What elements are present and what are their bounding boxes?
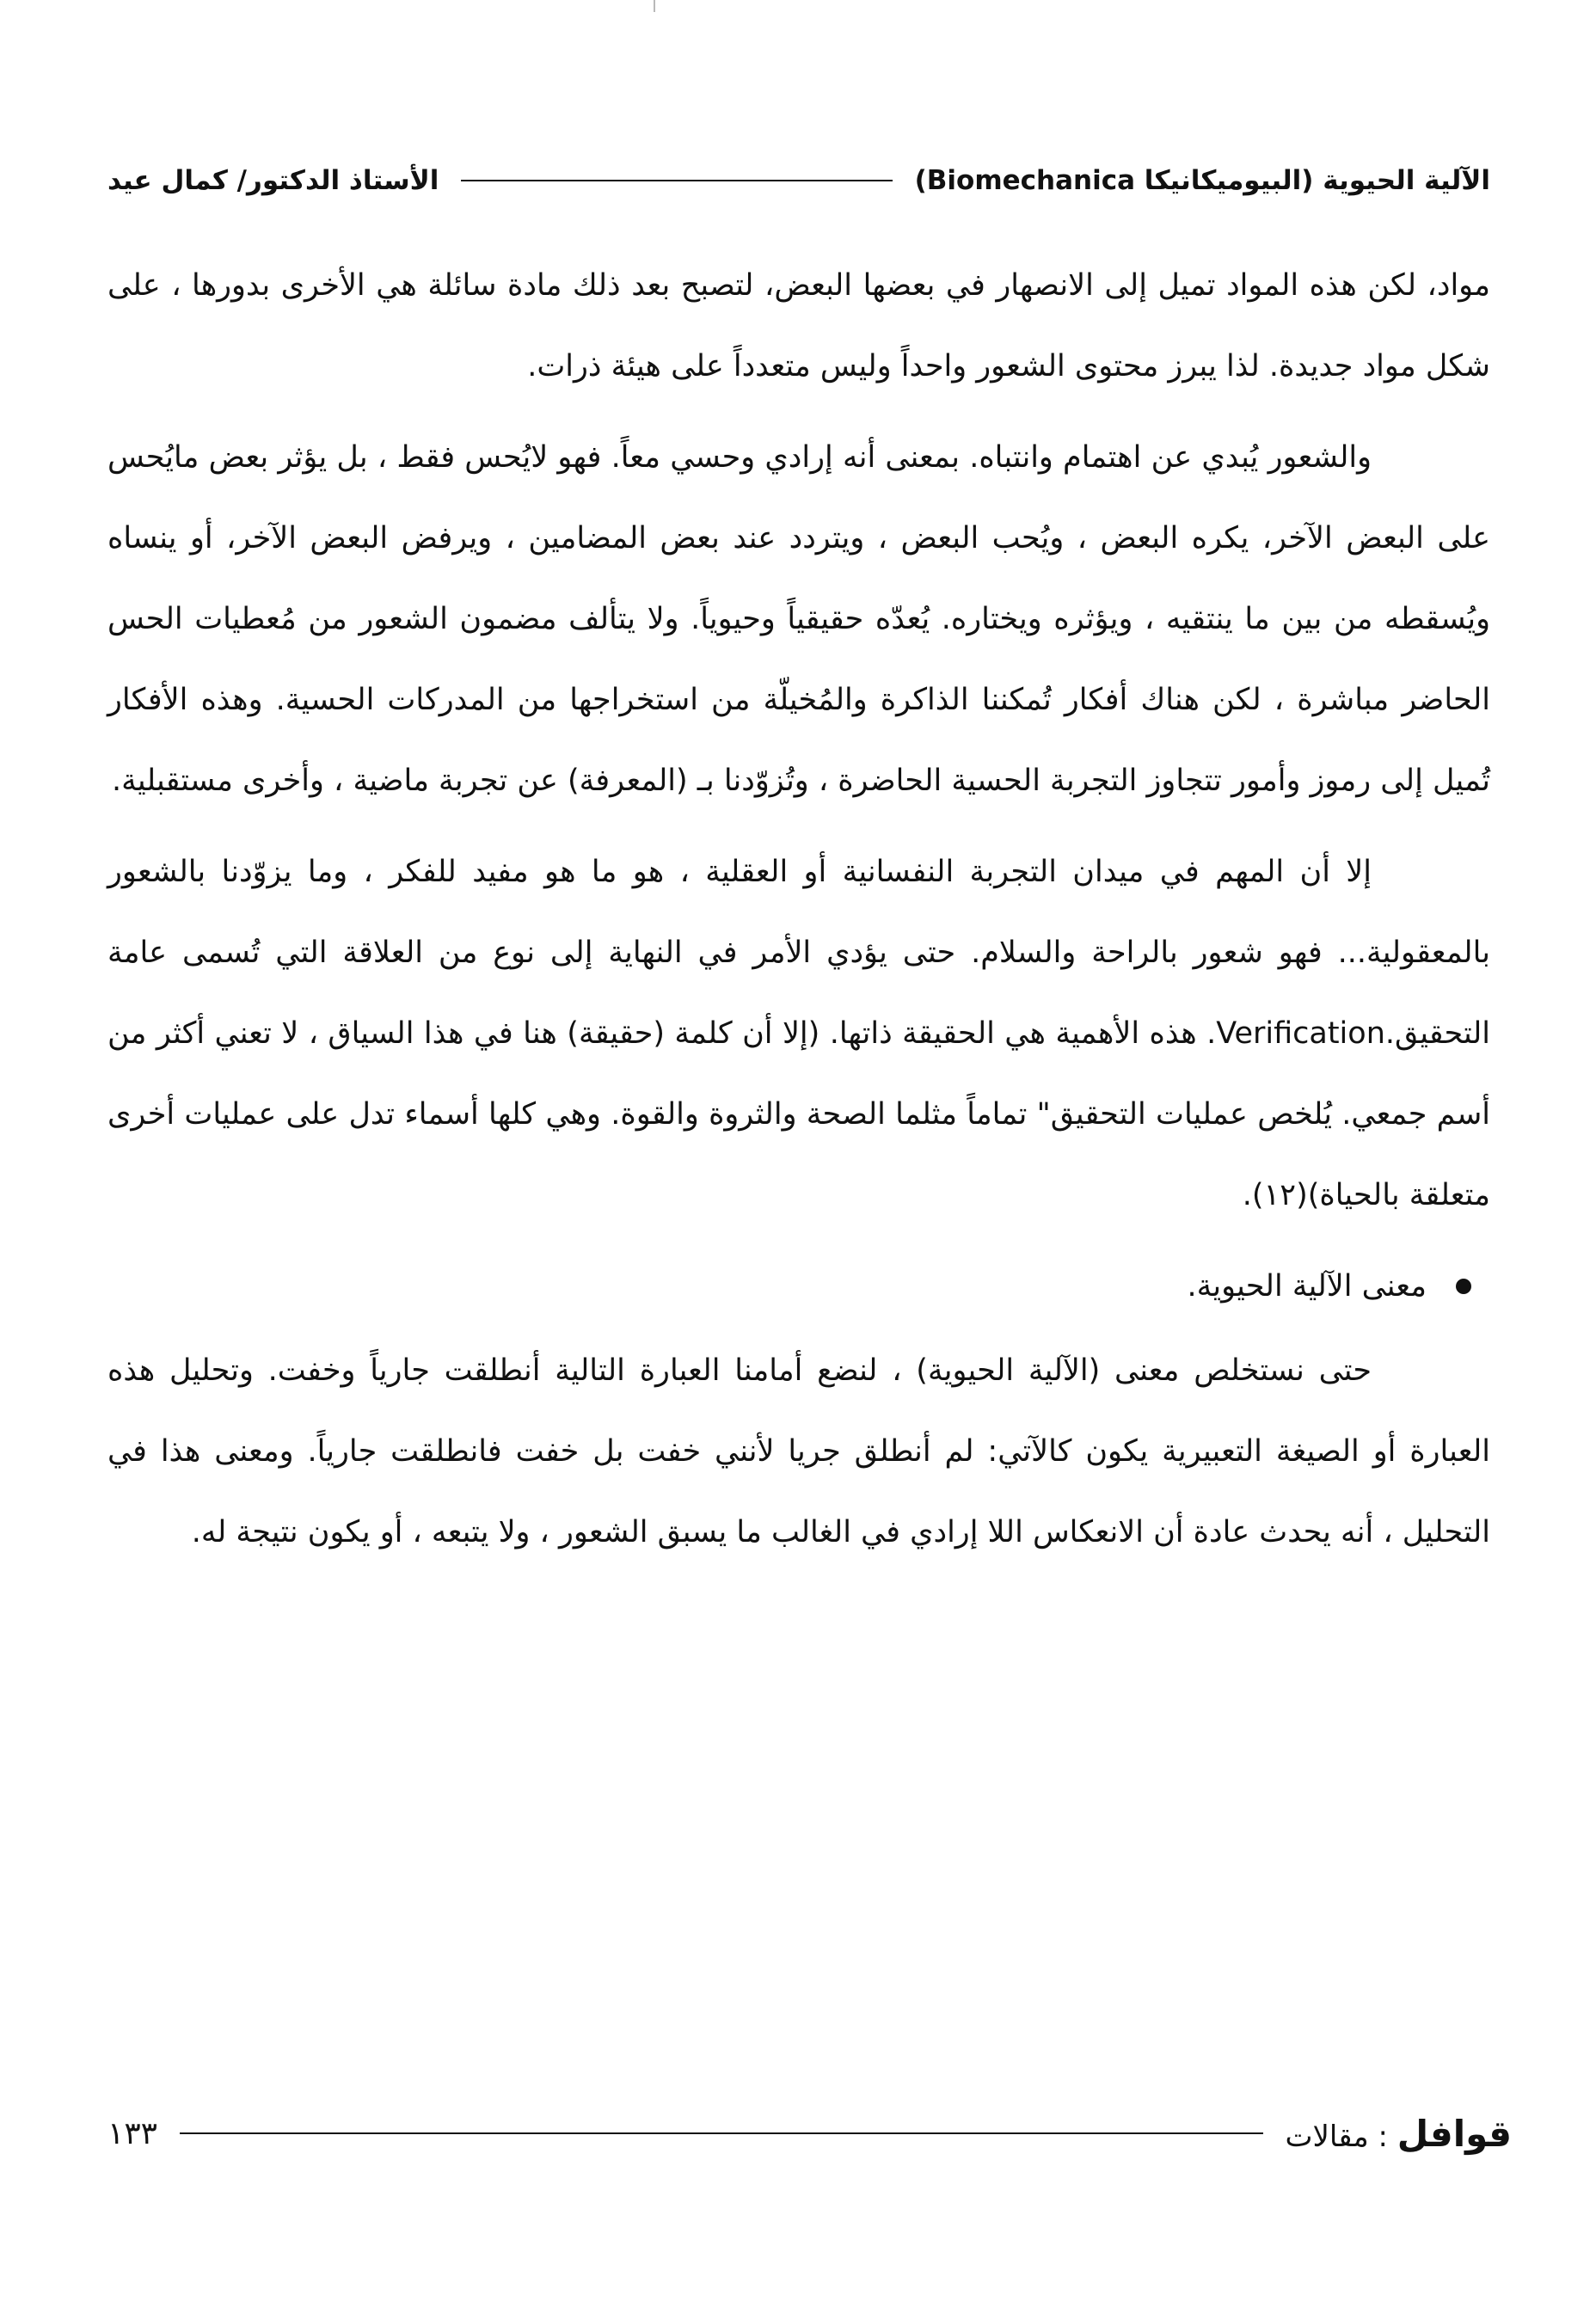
header-rule — [461, 180, 892, 181]
header-author: الأستاذ الدكتور/ كمال عيد — [107, 165, 439, 196]
paragraph-1: مواد، لكن هذه المواد تميل إلى الانصهار في بعضها البعض، لتصبح بعد ذلك مادة سائلة هي الأخرى بدورها ، على شكل مواد جديدة. لذا يبرز محتوى الشعور واحداً وليس متعدداً على هيئة ذرات. — [107, 268, 1490, 384]
bullet-text: معنى الآلية الحيوية. — [1187, 1269, 1427, 1304]
footer-journal — [1286, 2113, 1512, 2155]
paragraph-4: حتى نستخلص معنى (الآلية الحيوية) ، لنضع أمامنا العبارة التالية أنطلقت جارياً وخفت. وتحليل هذه العبارة أو الصيغة التعبيرية يكون كالآتي: لم أنطلق جريا لأنني خفت بل خفت فانطلقت جارياً. ومعنى هذا في التحليل ، أنه يحدث عادة أن الانعكاس اللا إرادي في الغالب ما يسبق الشعور ، ولا يتبعه ، أو يكون نتيجة له. — [107, 1353, 1490, 1549]
journal-name: قوافل — [1396, 2112, 1512, 2155]
bullet-item — [107, 1246, 1490, 1327]
scan-artifact-mark — [654, 0, 655, 12]
bullet-dot-icon — [1456, 1279, 1471, 1294]
page-footer — [107, 2105, 1512, 2162]
paragraph-2: والشعور يُبدي عن اهتمام وانتباه. بمعنى أنه إرادي وحسي معاً. فهو لايُحس فقط ، بل يؤثر بعض مايُحس على البعض الآخر، يكره البعض ، ويُحب البعض ، ويتردد عند بعض المضامين ، ويرفض البعض الآخر، أو ينساه ويُسقطه من بين ما ينتقيه ، ويؤثره ويختاره. يُعدّه حقيقياً وحيوياً. ولا يتألف مضمون الشعور من مُعطيات الحس الحاضر مباشرة ، لكن هناك أفكار تُمكننا الذاكرة والمُخيلّة من استخراجها من المدركات الحسية. وهذه الأفكار تُميل إلى رموز وأمور تتجاوز التجربة الحسية الحاضرة ، وتُزوّدنا بـ (المعرفة) عن تجربة ماضية ، وأخرى مستقبلية. — [107, 440, 1490, 798]
journal-section: : مقالات — [1285, 2119, 1388, 2154]
header-book-title: الآلية الحيوية (البيوميكانيكا Biomechanica) — [914, 165, 1490, 196]
body-text — [107, 245, 1490, 1583]
page-number: ١٣٣ — [107, 2115, 158, 2151]
running-header — [107, 156, 1490, 205]
paragraph-3: إلا أن المهم في ميدان التجربة النفسانية أو العقلية ، هو ما هو مفيد للفكر ، وما يزوّدنا بالشعور بالمعقولية... فهو شعور بالراحة والسلام. حتى يؤدي الأمر في النهاية إلى نوع من العلاقة التي تُسمى عامة التحقيق.Verification. هذه الأهمية هي الحقيقة ذاتها. (إلا أن كلمة (حقيقة) هنا في هذا السياق ، لا تعني أكثر من أسم جمعي. يُلخص عمليات التحقيق" تماماً مثلما الصحة والثروة والقوة. وهي كلها أسماء تدل على عمليات أخرى متعلقة بالحياة)(١٢). — [107, 855, 1490, 1212]
footer-rule — [180, 2132, 1263, 2134]
